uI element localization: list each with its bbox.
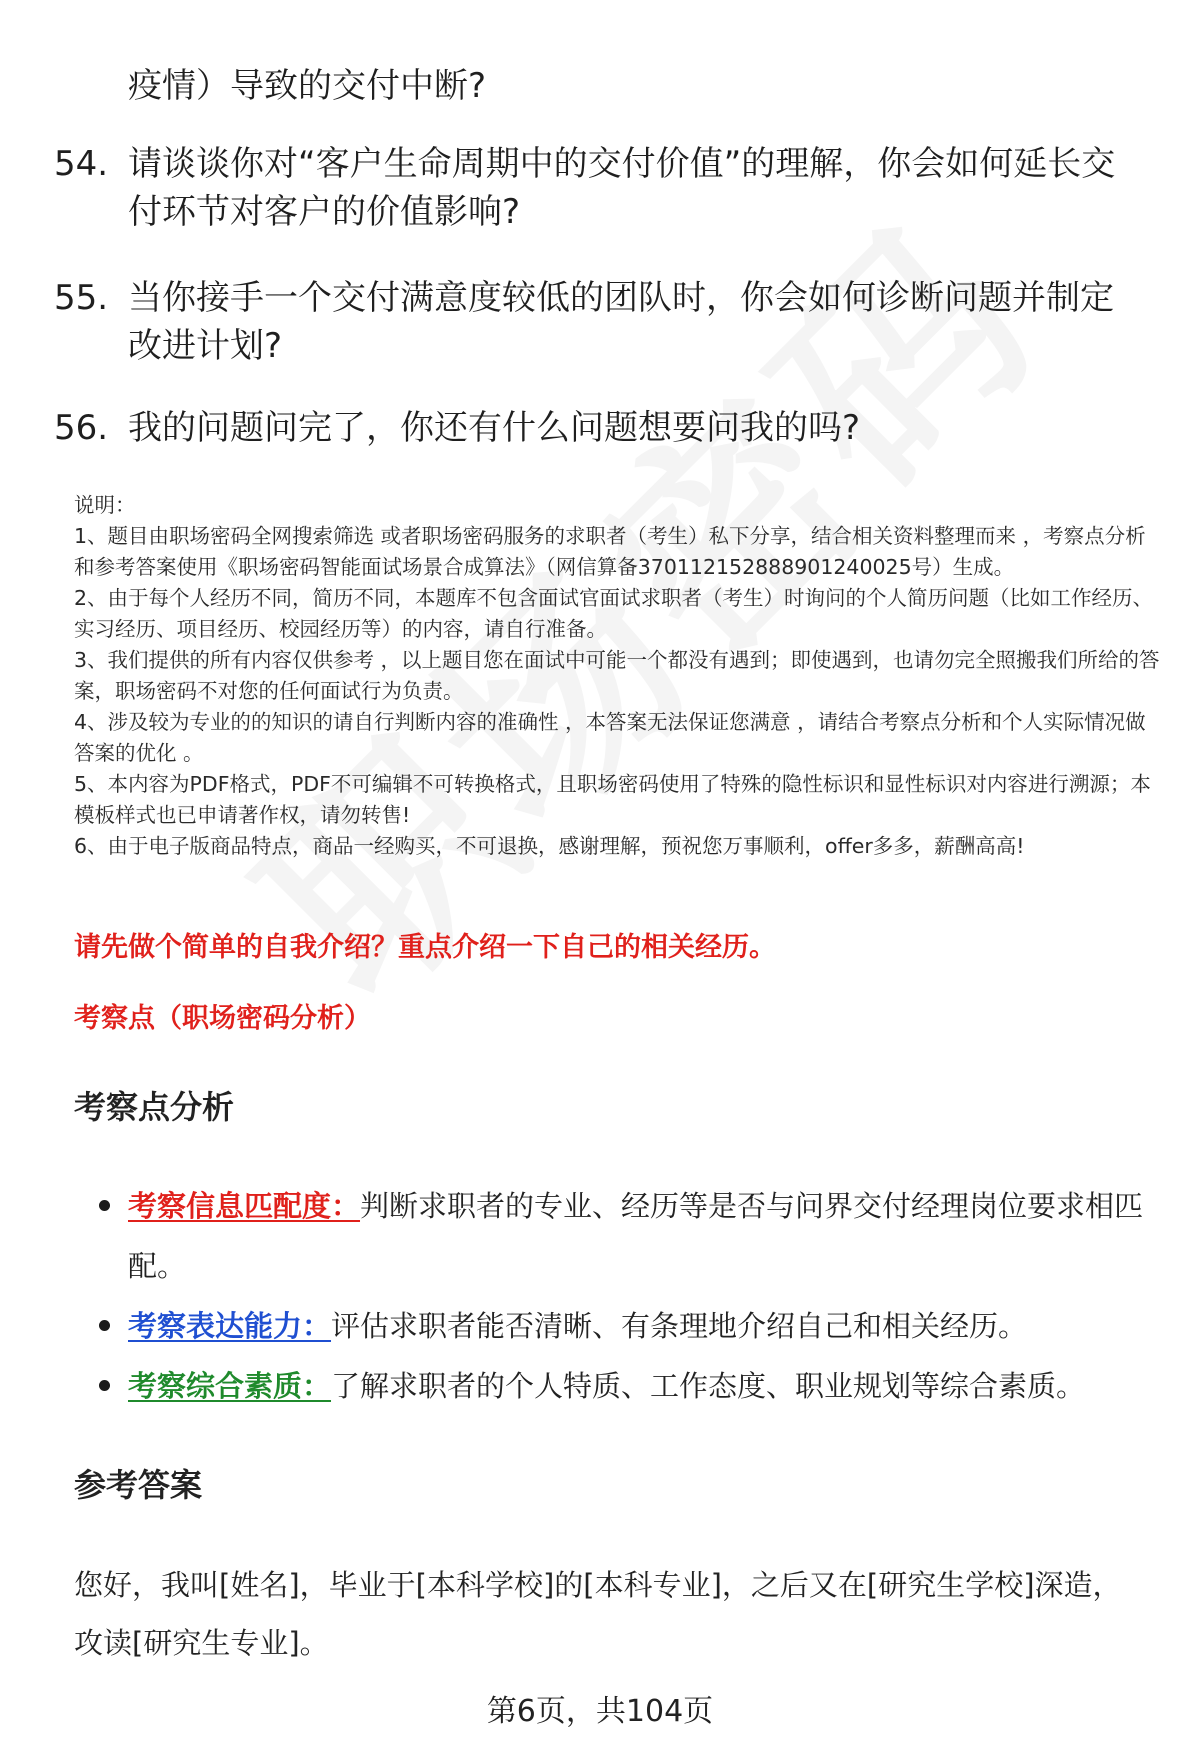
analysis-text: 判断求职者的专业、经历等是否与问界交付经理岗位要求相匹配。 — [128, 1189, 1144, 1283]
notes-item: 2、由于每个人经历不同，简历不同，本题库不包含面试官面试求职者（考生）时询问的个人简历问题（比如工作经历、实习经历、项目经历、校园经历等）的内容，请自行准备。 — [74, 586, 1154, 641]
question-number: 55. — [54, 278, 109, 318]
analysis-text: 了解求职者的个人特质、工作态度、职业规划等综合素质。 — [331, 1369, 1086, 1403]
analysis-item — [128, 1176, 1148, 1296]
question-text: 当你接手一个交付满意度较低的团队时，你会如何诊断问题并制定改进计划? — [128, 278, 1114, 366]
analysis-item — [128, 1356, 1148, 1416]
notes-heading: 说明： — [74, 493, 136, 517]
disclaimer-notes — [74, 490, 1160, 862]
analysis-section-title: 考察点分析 — [74, 1088, 235, 1126]
exam-point-label: 考察点（职场密码分析） — [74, 1003, 371, 1034]
analysis-tag: 考察信息匹配度： — [128, 1189, 361, 1223]
question-text: 我的问题问完了，你还有什么问题想要问我的吗? — [128, 408, 861, 448]
notes-item: 6、由于电子版商品特点，商品一经购买，不可退换，感谢理解，预祝您万事顺利，offer多多，薪酬高高! — [74, 834, 1025, 858]
answer-section-title: 参考答案 — [74, 1466, 203, 1504]
analysis-tag: 考察综合素质： — [128, 1369, 332, 1403]
analysis-list — [128, 1176, 1148, 1416]
page-number: 第6页，共104页 — [486, 1694, 714, 1729]
analysis-tag: 考察表达能力： — [128, 1309, 332, 1343]
question-text: 疫情）导致的交付中断? — [128, 66, 487, 106]
question-text: 请谈谈你对“客户生命周期中的交付价值”的理解，你会如何延长交付环节对客户的价值影响? — [128, 144, 1116, 232]
analysis-text: 评估求职者能否清晰、有条理地介绍自己和相关经历。 — [331, 1309, 1028, 1343]
analysis-item — [128, 1296, 1148, 1356]
answer-text: 您好，我叫[姓名]，毕业于[本科学校]的[本科专业]，之后又在[研究生学校]深造，攻读[研究生专业]。 — [74, 1568, 1122, 1660]
bullet-icon — [99, 1380, 110, 1391]
question-item — [54, 140, 1144, 236]
question-item — [54, 404, 1144, 452]
bullet-icon — [99, 1320, 110, 1331]
question-number: 54. — [54, 144, 109, 184]
notes-item: 1、题目由职场密码全网搜索筛选 或者职场密码服务的求职者（考生）私下分享，结合相关资料整理而来 ，考察点分析和参考答案使用《职场密码智能面试场景合成算法》（网信算备370112152888901240025号）生成。 — [74, 524, 1146, 579]
notes-item: 4、涉及较为专业的的知识的请自行判断内容的准确性 ，本答案无法保证您满意 ，请结合考察点分析和个人实际情况做答案的优化 。 — [74, 710, 1146, 765]
question-item — [54, 274, 1144, 370]
bullet-icon — [99, 1200, 110, 1211]
interview-question-title: 请先做个简单的自我介绍？重点介绍一下自己的相关经历。 — [74, 932, 776, 963]
question-item — [54, 62, 1144, 110]
question-number: 56. — [54, 408, 109, 448]
notes-item: 3、我们提供的所有内容仅供参考 ，以上题目您在面试中可能一个都没有遇到；即使遇到，也请勿完全照搬我们所给的答案，职场密码不对您的任何面试行为负责。 — [74, 648, 1160, 703]
notes-item: 5、本内容为PDF格式，PDF不可编辑不可转换格式，且职场密码使用了特殊的隐性标识和显性标识对内容进行溯源；本模板样式也已申请著作权，请勿转售! — [74, 772, 1151, 827]
